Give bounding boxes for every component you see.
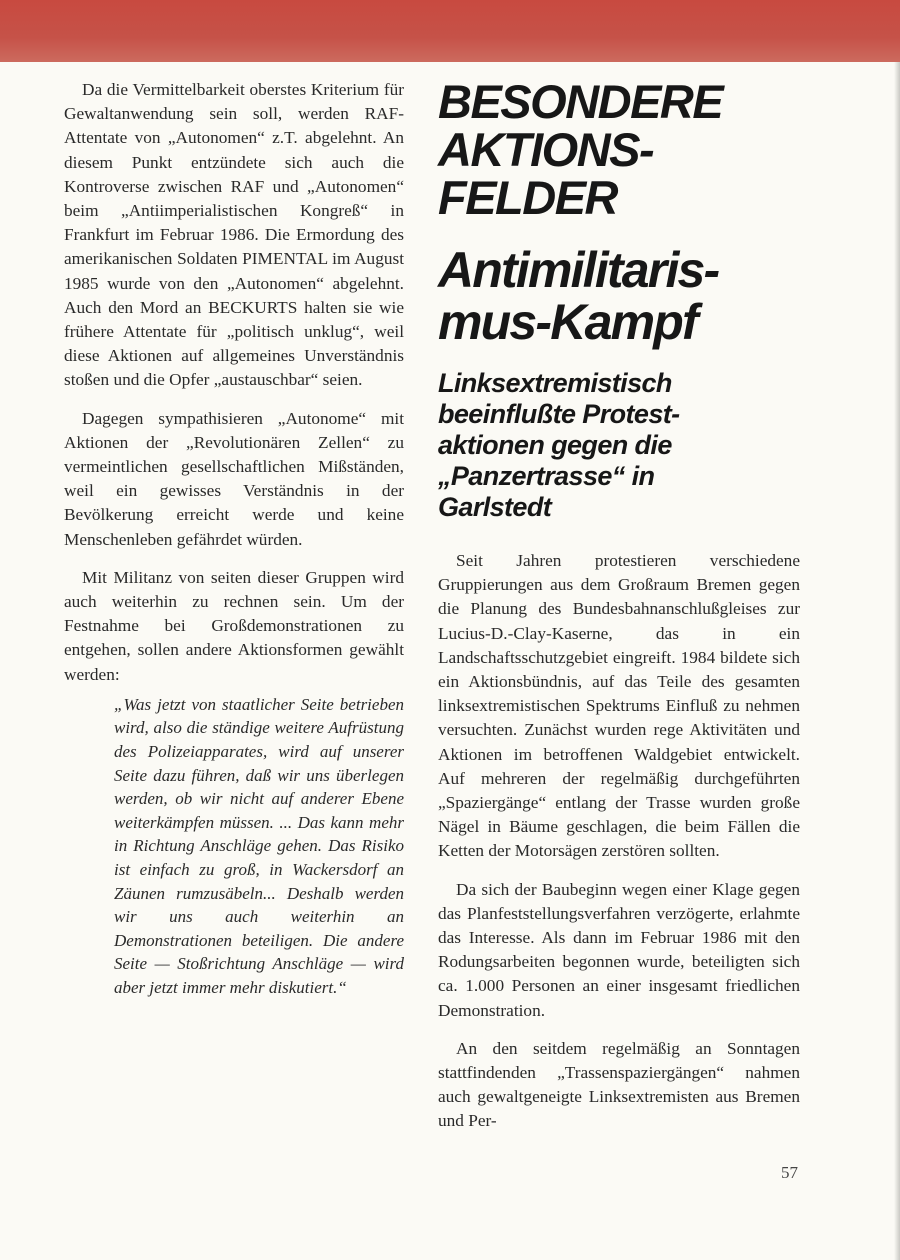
body-paragraph: An den seitdem regelmäßig an Sonntagen stattfindenden „Trassenspaziergängen“ nahmen auch gewaltgeneigte Linksextremisten aus Bremen und Per- (438, 1038, 800, 1131)
page-number: 57 (781, 1163, 798, 1182)
body-paragraph: Da sich der Baubeginn wegen einer Klage gegen das Planfeststellungsverfahren verzögerte, erlahmte das Interesse. Als dann im Februar 1986 mit den Rodungsarbeiten begonnen wurde, beteiligten sich ca. 1.000 Personen an einer insgesamt friedlichen Demonstration. (438, 879, 800, 1020)
body-paragraph: Seit Jahren protestieren verschiedene Gruppierungen aus dem Großraum Bremen gegen die Planung des Bundesbahnanschlußgleises zur Lucius-D.-Clay-Kaserne, das in ein Landschaftsschutzgebiet eingreift. 1984 bildete sich ein Aktionsbündnis, auf das Teile des gesamten linksextremistischen Spektrums Einfluß zu nehmen versuchten. Zunächst wurden rege Aktivitäten und Aktionen im betroffenen Waldgebiet entwickelt. Auf mehreren der regelmäßig durchgeführten „Spaziergänge“ entlang der Trasse wurden große Nägel in Bäume geschlagen, die beim Fällen die Ketten der Motorsägen zerstören sollten. (438, 551, 800, 861)
body-paragraph: Dagegen sympathisieren „Autonome“ mit Aktionen der „Revolutionären Zellen“ zu vermeintlichen gesellschaftlichen Mißständen, weil ein gewisses Verständnis in der Bevölkerung erreicht werde und keine Menschenleben gefährdet würden. (64, 408, 404, 549)
left-column (64, 78, 404, 1000)
topic-heading: Linksextremistisch beeinflußte Protest- aktionen gegen die „Panzertrasse“ in Garlstedt (438, 368, 680, 522)
section-heading: BESONDERE AKTIONS- FELDER (438, 75, 723, 224)
right-column (438, 75, 800, 1148)
red-header-band (0, 0, 900, 62)
body-paragraph: Mit Militanz von seiten dieser Gruppen wird auch weiterhin zu rechnen sein. Um der Festnahme bei Großdemonstrationen zu entgehen, sollen andere Aktionsformen gewählt werden: (64, 567, 404, 684)
body-paragraph: Da die Vermittelbarkeit oberstes Kriterium für Gewaltanwendung sein soll, werden RAF-Attentate von „Autonomen“ z.T. abgelehnt. An diesem Punkt entzündete sich auch die Kontroverse zwischen RAF und „Autonomen“ beim „Antiimperialistischen Kongreß“ in Frankfurt im Februar 1986. Die Ermordung des amerikanischen Soldaten PIMENTAL im August 1985 wurde von den „Autonomen“ abgelehnt. Auch den Mord an BECKURTS halten sie wie frühere Attentate für „politisch unklug“, weil diese Aktionen auf allgemeines Unverständnis stoßen und die Opfer „austauschbar“ seien. (64, 80, 404, 390)
block-quote: „Was jetzt von staatlicher Seite betrieben wird, also die ständige weitere Aufrüstung des Polizeiapparates, wird auf unserer Seite dazu führen, daß wir uns überlegen werden, ob wir nicht auf anderer Ebene weiterkämpfen müssen. ... Das kann mehr in Richtung Anschläge gehen. Das Risiko ist einfach zu groß, in Wackersdorf an Zäunen rumzusäbeln... Deshalb werden wir uns auch weiterhin an Demonstrationen beteiligen. Die andere Seite — Stoßrichtung Anschläge — wird aber jetzt immer mehr diskutiert.“ (114, 694, 404, 997)
page-edge-shadow (894, 62, 900, 1260)
subsection-heading: Antimilitaris- mus-Kampf (438, 242, 719, 350)
